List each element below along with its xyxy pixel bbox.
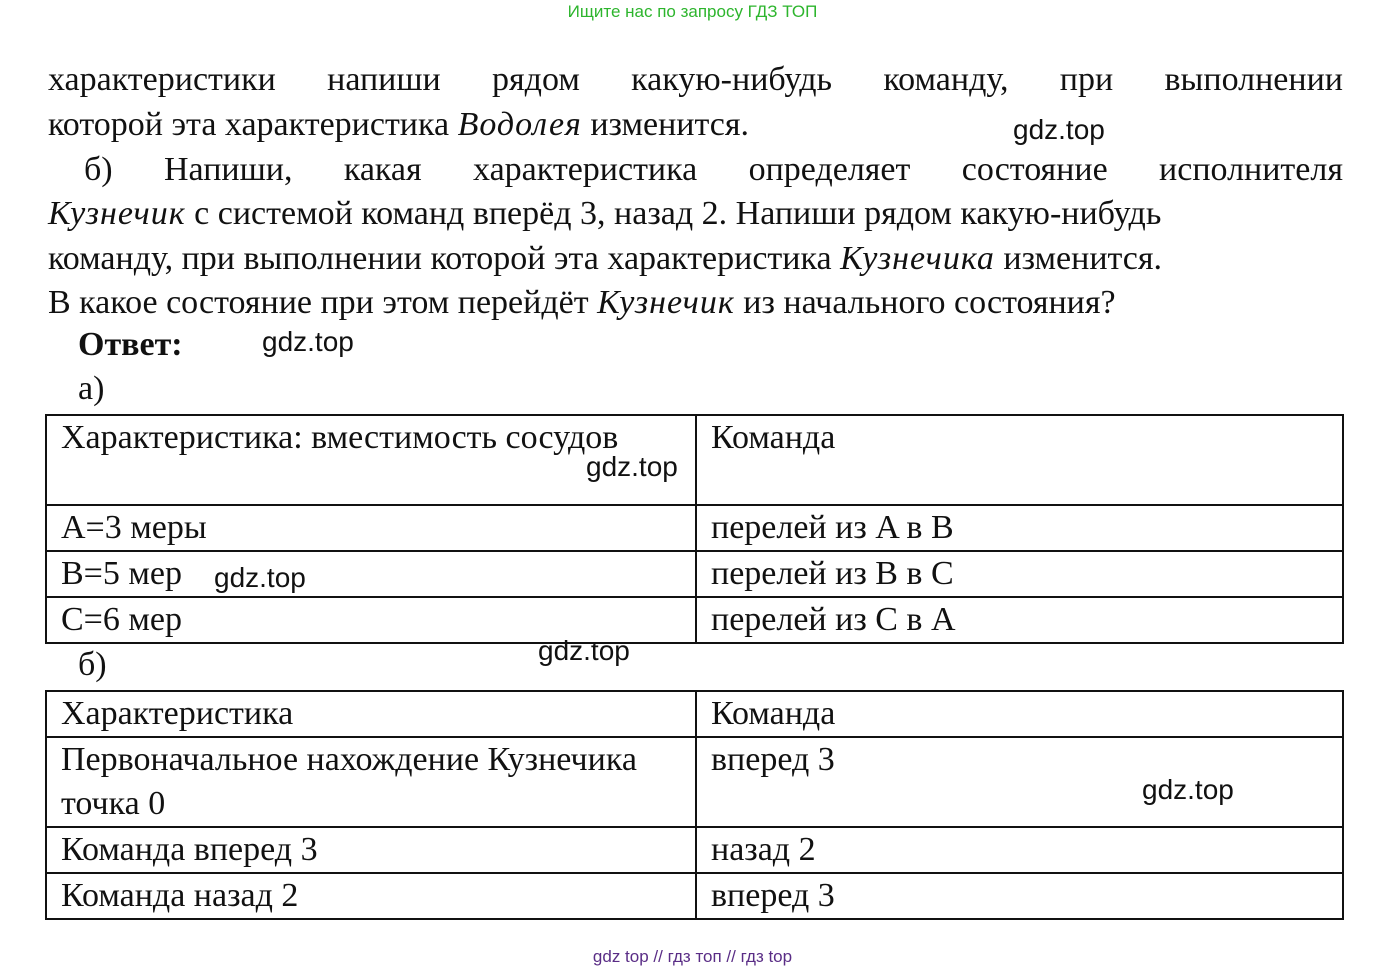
line4-text: с системой команд вперёд 3, назад 2. Напиши рядом какую-нибудь [185,195,1162,232]
table-b-header-command: Команда [696,691,1343,737]
footer-links: gdz top // гдз топ // гдз top [592,947,793,966]
table-row [46,827,1343,873]
part-a-label: а) [78,370,105,407]
table-cell: Команда вперед 3 [46,827,696,873]
table-cell: вперед 3 [696,737,1343,827]
watermark: gdz.top [586,451,678,482]
table-row [46,415,1343,505]
line5-text: команду, при выполнении которой эта характеристика [48,240,841,277]
watermark: gdz.top [538,635,630,666]
paragraph-line-6 [48,281,1343,325]
table-a-header-command: Команда [696,415,1343,505]
watermark: gdz.top [1013,114,1105,145]
site-banner: Ищите нас по запросу ГДЗ ТОП [567,2,818,21]
table-cell: Первоначальное нахождение Кузнечика точка 0 [46,737,696,827]
table-a-header-characteristic: Характеристика: вместимость сосудов [46,415,696,505]
table-cell: вперед 3 [696,873,1343,919]
table-cell: A=3 меры [46,505,696,551]
line5-italic: Кузнечика [840,240,995,277]
line6-italic: Кузнечик [597,284,735,321]
table-cell: Команда назад 2 [46,873,696,919]
line6-end: из начального состояния? [734,284,1116,321]
watermark: gdz.top [262,326,354,357]
line6-text: В какое состояние при этом перейдёт [48,284,598,321]
table-cell: B=5 мер [46,551,696,597]
line5-end: изменится. [994,240,1163,277]
line2-text: которой эта характеристика [48,106,458,143]
paragraph-line-5 [48,237,1343,281]
table-cell: C=6 мер [46,597,696,643]
part-b-label: б) [78,646,107,683]
table-row [46,597,1343,643]
table-cell: перелей из A в B [696,505,1343,551]
line4-italic: Кузнечик [48,195,186,232]
table-cell: перелей из B в C [696,551,1343,597]
table-row [46,873,1343,919]
paragraph-line-3: б) Напиши, какая характеристика определяет состояние исполнителя [84,151,1343,188]
watermark: gdz.top [1142,774,1234,805]
answer-heading: Ответ: [78,326,183,363]
table-b-header-characteristic: Характеристика [46,691,696,737]
table-a [45,414,1344,644]
paragraph-line-1: характеристики напиши рядом какую-нибудь команду, при выполнении [48,61,1343,98]
table-cell: перелей из C в A [696,597,1343,643]
paragraph-line-4 [48,192,1343,236]
paragraph-line-2 [48,103,1343,147]
line2-italic: Водолея [457,106,582,143]
line2-end: изменится. [581,106,749,143]
table-row [46,691,1343,737]
watermark: gdz.top [214,562,306,593]
table-cell: назад 2 [696,827,1343,873]
table-row [46,505,1343,551]
